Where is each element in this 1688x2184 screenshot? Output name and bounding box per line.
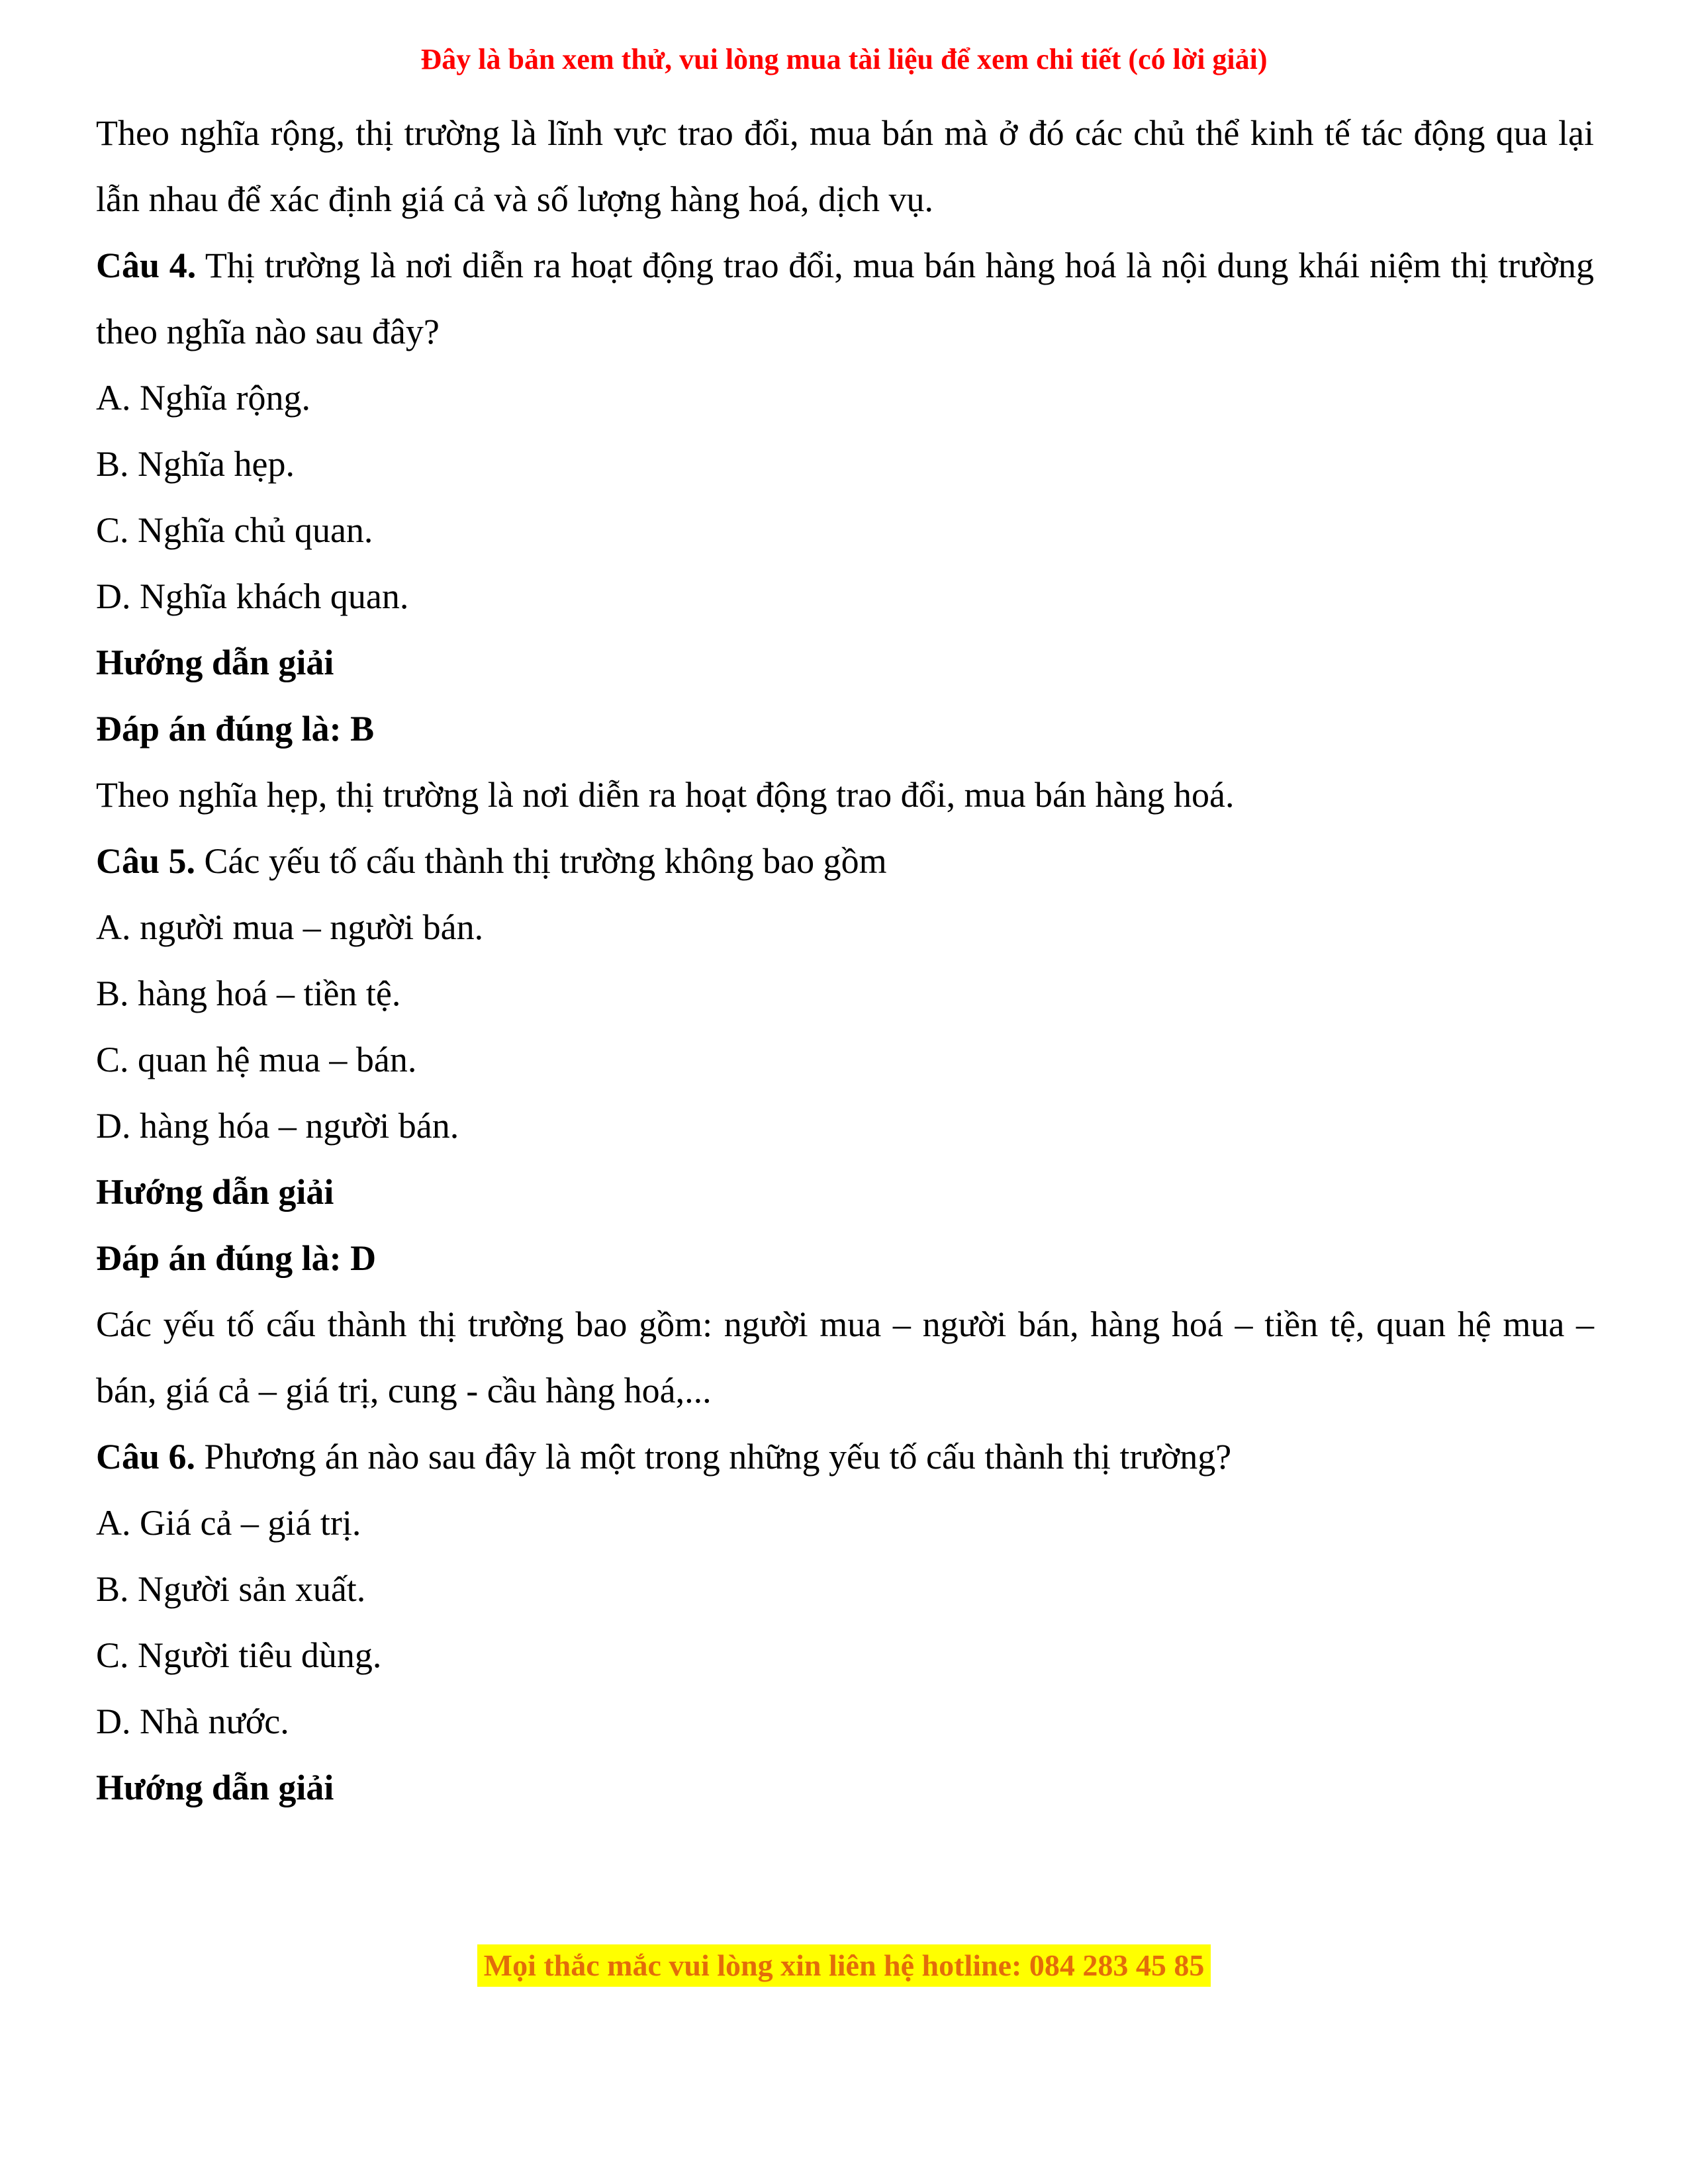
hotline-notice	[0, 1944, 1688, 1987]
answer-option	[96, 431, 1594, 497]
question-text: Thị trường là nơi diễn ra hoạt động trao đổi, mua bán hàng hoá là nội dung khái niệm thị trường theo nghĩa nào sau đây?	[96, 246, 1594, 351]
paragraph	[96, 100, 1594, 232]
solution-heading	[96, 1159, 1594, 1225]
preview-notice	[0, 0, 1688, 77]
answer-option	[96, 1622, 1594, 1688]
answer-option	[96, 1490, 1594, 1556]
explanation	[96, 1291, 1594, 1424]
option-text: C. Người tiêu dùng.	[96, 1635, 382, 1675]
explanation-text: Các yếu tố cấu thành thị trường bao gồm: người mua – người bán, hàng hoá – tiền tệ, quan hệ mua – bán, giá cả – giá trị, cung - cầu hàng hoá,...	[96, 1304, 1594, 1410]
option-text: B. hàng hoá – tiền tệ.	[96, 974, 401, 1013]
solution-heading-text: Hướng dẫn giải	[96, 1768, 334, 1807]
paragraph-text: Theo nghĩa rộng, thị trường là lĩnh vực trao đổi, mua bán mà ở đó các chủ thể kinh tế tác động qua lại lẫn nhau để xác định giá cả và số lượng hàng hoá, dịch vụ.	[96, 113, 1594, 219]
preview-notice-text: Đây là bản xem thử, vui lòng mua tài liệu để xem chi tiết (có lời giải)	[420, 43, 1268, 75]
option-text: A. người mua – người bán.	[96, 907, 484, 947]
question-number: Câu 6.	[96, 1437, 196, 1477]
question-text: Các yếu tố cấu thành thị trường không bao gồm	[195, 841, 887, 881]
option-text: B. Nghĩa hẹp.	[96, 444, 295, 484]
answer-option	[96, 894, 1594, 960]
option-text: A. Giá cả – giá trị.	[96, 1503, 361, 1543]
answer-option	[96, 563, 1594, 629]
answer-key-text: Đáp án đúng là: D	[96, 1238, 377, 1278]
document-body	[0, 100, 1688, 1821]
answer-option	[96, 497, 1594, 563]
solution-heading	[96, 1754, 1594, 1821]
solution-heading	[96, 629, 1594, 696]
question-lead	[96, 828, 1594, 894]
question-lead	[96, 232, 1594, 365]
answer-key-text: Đáp án đúng là: B	[96, 709, 375, 749]
option-text: C. quan hệ mua – bán.	[96, 1040, 417, 1079]
question-number: Câu 5.	[96, 841, 196, 881]
answer-option	[96, 1026, 1594, 1093]
explanation-text: Theo nghĩa hẹp, thị trường là nơi diễn ra hoạt động trao đổi, mua bán hàng hoá.	[96, 775, 1235, 815]
answer-option	[96, 960, 1594, 1026]
option-text: D. hàng hóa – người bán.	[96, 1106, 459, 1146]
answer-option	[96, 1556, 1594, 1622]
option-text: A. Nghĩa rộng.	[96, 378, 310, 418]
solution-heading-text: Hướng dẫn giải	[96, 1172, 334, 1212]
answer-key	[96, 1225, 1594, 1291]
answer-option	[96, 1688, 1594, 1754]
option-text: B. Người sản xuất.	[96, 1569, 366, 1609]
answer-option	[96, 365, 1594, 431]
answer-option	[96, 1093, 1594, 1159]
question-number: Câu 4.	[96, 246, 197, 285]
option-text: D. Nghĩa khách quan.	[96, 576, 409, 616]
answer-key	[96, 696, 1594, 762]
option-text: D. Nhà nước.	[96, 1702, 289, 1741]
solution-heading-text: Hướng dẫn giải	[96, 643, 334, 682]
question-text: Phương án nào sau đây là một trong những yếu tố cấu thành thị trường?	[195, 1437, 1232, 1477]
hotline-notice-text: Mọi thắc mắc vui lòng xin liên hệ hotline: 084 283 45 85	[477, 1944, 1211, 1987]
question-lead	[96, 1424, 1594, 1490]
explanation	[96, 762, 1594, 828]
option-text: C. Nghĩa chủ quan.	[96, 510, 373, 550]
